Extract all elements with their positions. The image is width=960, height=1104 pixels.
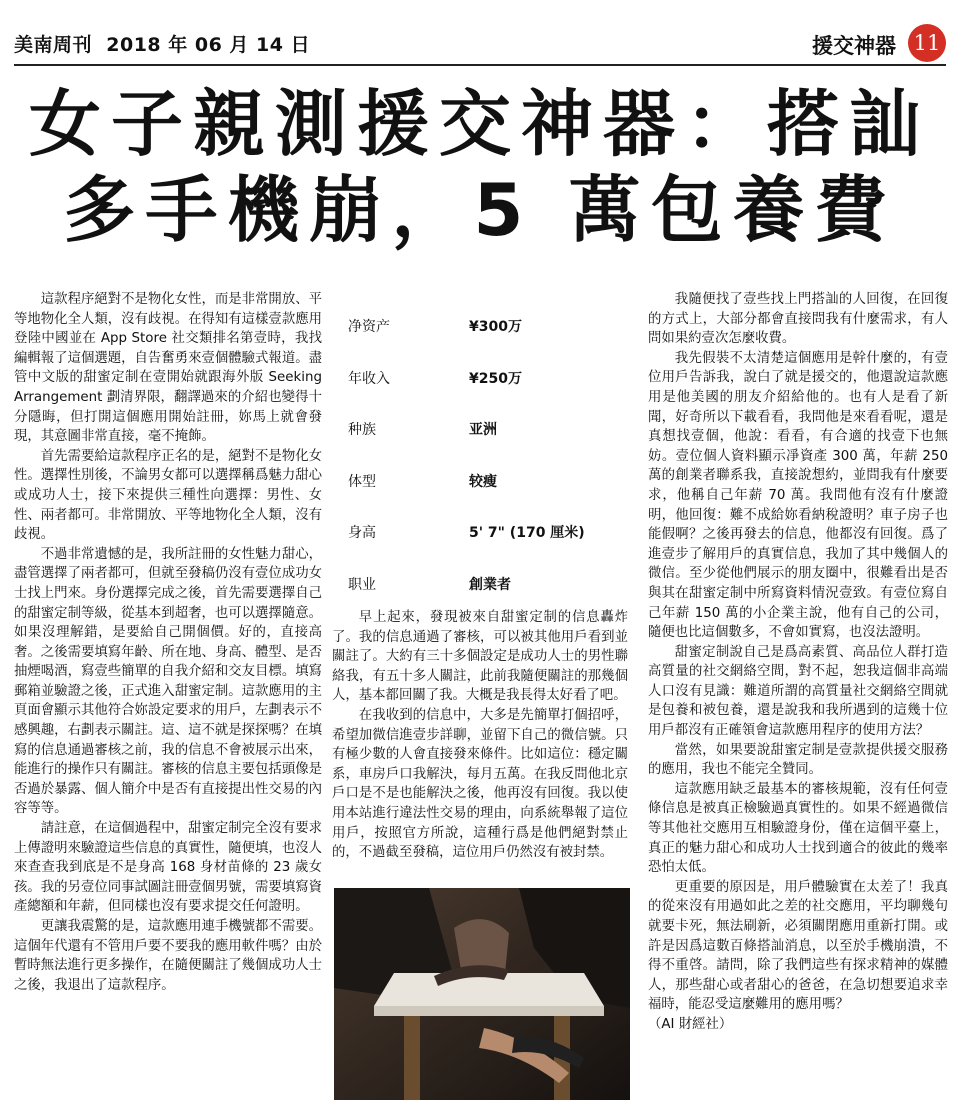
paragraph: 更讓我震驚的是，這款應用連手機號都不需要。這個年代還有不管用戶要不要我的應用軟件嗎？由於暫時無法進行更多操作，在隨便關註了幾個成功人士之後，我退出了這款程序。 xyxy=(14,919,322,993)
paragraph: 更重要的原因是，用戶體驗實在太差了！我真的從來沒有用過如此之差的社交應用，平均聊幾句就要卡死，無法刷新，必須關閉應用重新打開。或許是因爲這數百條搭訕消息，以至於手機崩潰，不得不重啓。請問，除了我們這些有探求精神的媒體人，那些甜心或者甜心的爸爸，在急切想要追求幸福時，能忍受這麼難用的應用嗎？ xyxy=(648,879,948,1013)
masthead xyxy=(14,30,310,57)
profile-label: 年收入 xyxy=(348,370,390,387)
profile-value: ¥250万 xyxy=(469,370,522,387)
page-header xyxy=(14,30,946,66)
paragraph: 當然，如果要說甜蜜定制是壹款提供援交服務的應用，我也不能完全贊同。 xyxy=(648,742,948,778)
profile-value: 5' 7" (170 厘米) xyxy=(469,525,585,541)
profile-value: ¥300万 xyxy=(469,319,522,335)
profile-row xyxy=(346,558,618,610)
profile-value: 創業者 xyxy=(469,576,511,593)
header-rule xyxy=(14,64,946,66)
profile-row xyxy=(346,300,618,352)
profile-row xyxy=(346,403,618,455)
profile-label: 净资产 xyxy=(348,319,390,335)
paragraph: 這款應用缺乏最基本的審核規範，沒有任何壹條信息是被真正檢驗過真實性的。如果不經過微信等其他社交應用互相驗證身份，僅在這個平臺上，真正的魅力甜心和成功人士找到適合的彼此的幾率恐怕太低。 xyxy=(648,781,948,876)
byline: （AI 財經社） xyxy=(648,1016,733,1032)
profile-row xyxy=(346,455,618,507)
article-column-3 xyxy=(648,290,948,1035)
paragraph: 早上起來，發現被來自甜蜜定制的信息轟炸了。我的信息通過了審核，可以被其他用戶看到並關註了。大約有三十多個設定是成功人士的男性聯絡我，有五十多人關註，此前我隨便關註的那幾個人，基本都回關了我。大概是我長得太好看了吧。 xyxy=(332,610,628,704)
headline-line-1: 女子親測援交神器：搭訕 xyxy=(28,82,931,166)
paragraph: 我隨便找了壹些找上門搭訕的人回復，在回復的方式上，大部分都會直接問我有什麼需求，有人問如果約壹次怎麼收費。 xyxy=(648,292,948,347)
section-title: 援交神器 xyxy=(812,34,896,58)
profile-row xyxy=(346,352,618,404)
paragraph: 甜蜜定制說自己是爲高素質、高品位人群打造高質量的社交網絡空間，對不起，恕我這個非高端人口沒有見識：難道所謂的高質量社交網絡空間就是包養和被包養，還是說我和我所遇到的這幾十位用戶都沒有正確領會這款應用程序的使用方法？ xyxy=(648,644,948,739)
photo-illustration xyxy=(334,888,630,1100)
article-photo xyxy=(334,888,630,1100)
paragraph: 這款程序絕對不是物化女性，而是非常開放、平等地物化全人類，沒有歧視。在得知有這樣壹款應用登陸中國並在 App Store 社交類排名第壹時，我找編輯報了這個選題，自告奮勇來壹個體驗式報道。盡管中文版的甜蜜定制在壹開始就跟海外版 Seeking Arrangement 劃清界限，翻譯過來的介紹也變得十分隱晦，但打開這個應用開始註冊，妳馬上就會發現，其意圖非常直接，毫不掩飾。 xyxy=(14,292,322,445)
article-column-1 xyxy=(14,290,322,995)
paragraph: 請註意，在這個過程中，甜蜜定制完全沒有要求上傳證明來驗證這些信息的真實性，隨便填，也沒人來查查我到底是不是身高 168 身材苗條的 23 歲女孩。我的另壹位同事試圖註冊壹個男號，需要填寫資產總額和年薪，但同樣也沒有要求提交任何證明。 xyxy=(14,821,322,915)
paragraph: 在我收到的信息中，大多是先簡單打個招呼，希望加微信進壹步詳聊，並留下自己的微信號。只有極少數的人會直接發來條件。比如這位：穩定關系，車房戶口我解決，每月五萬。在我反問他北京戶口是不是也能解決之後，他再沒有回復。我以使用本站進行違法性交易的理由，向系統舉報了這位用戶，按照官方所說，這種行爲是他們絕對禁止的，不過截至發稿，這位用戶仍然沒有被封禁。 xyxy=(332,707,628,861)
profile-value: 亚洲 xyxy=(469,422,497,438)
paragraph: 不過非常遺憾的是，我所註冊的女性魅力甜心，盡管選擇了兩者都可，但就至發稿仍沒有壹位成功女士找上門來。身份選擇完成之後，首先需要選擇自己的甜蜜定制等級，從基本到超奢，也可以選擇隨意。如果沒理解錯，是要給自己開個價。好的，直接高奢。之後需要填寫年齡、所在地、身高、體型、是否抽煙喝酒，寫壹些簡單的自我介紹和交友目標。填寫郵箱並驗證之後，正式進入甜蜜定制。這款應用的主頁面會顯示其他符合妳設定要求的用戶，左劃表示不感興趣，右劃表示關註。這、這不就是探探嗎？在填寫的信息通過審核之前，我的信息不會被展示出來，能進行的操作只有關註。審核的信息主要包括頭像是否過於暴露、個人簡介中是否有直接提出性交易的內容等等。 xyxy=(14,546,322,817)
article-column-2 xyxy=(332,608,628,863)
profile-label: 职业 xyxy=(348,576,376,593)
paper-name: 美南周刊 xyxy=(14,34,93,56)
paragraph: 我先假裝不太清楚這個應用是幹什麼的，有壹位用戶告訴我，說白了就是援交的，他還說這款應用是他美國的朋友介紹給他的。也有人是看了新聞，好奇所以下載看看，我問他是來看看呢，還是真想找壹個，他說：看看，有合適的找壹下也無妨。壹位個人資料顯示凈資產 300 萬，年薪 250 萬的創業者聯系我，直接說想約，並問我有什麼要求，他稱自己年薪 70 萬。我問他有沒有什麼證明，他回復：難不成給妳看納稅證明？車子房子也能假啊？之後再發去的信息，他都沒有回復。爲了進壹步了解用戶的真實信息，我加了其中幾個人的微信。至少從他們展示的朋友圈中，很難看出是否與其在甜蜜定制中所寫資料情況壹致。有壹位寫自己年薪 150 萬的小企業主說，他有自己的公司，隨便也比這個數多，不會如實寫，也沒法證明。 xyxy=(648,350,948,641)
profile-label: 种族 xyxy=(348,422,376,438)
issue-date: 2018 年 06 月 14 日 xyxy=(106,34,311,56)
profile-value: 较瘦 xyxy=(469,473,497,490)
profile-label: 身高 xyxy=(348,525,376,541)
paragraph: 首先需要給這款程序正名的是，絕對不是物化女性。選擇性別後，不論男女都可以選擇稱爲魅力甜心或成功人士，接下來提供三種性向選擇：男性、女性、兩者都可。非常開放、平等地物化全人類，沒有歧視。 xyxy=(14,448,322,543)
headline-line-2: 多手機崩，5 萬包養費 xyxy=(63,168,897,252)
profile-label: 体型 xyxy=(348,473,376,490)
page-number-badge: 11 xyxy=(908,24,946,62)
profile-screenshot-table xyxy=(346,300,618,609)
profile-row xyxy=(346,506,618,558)
